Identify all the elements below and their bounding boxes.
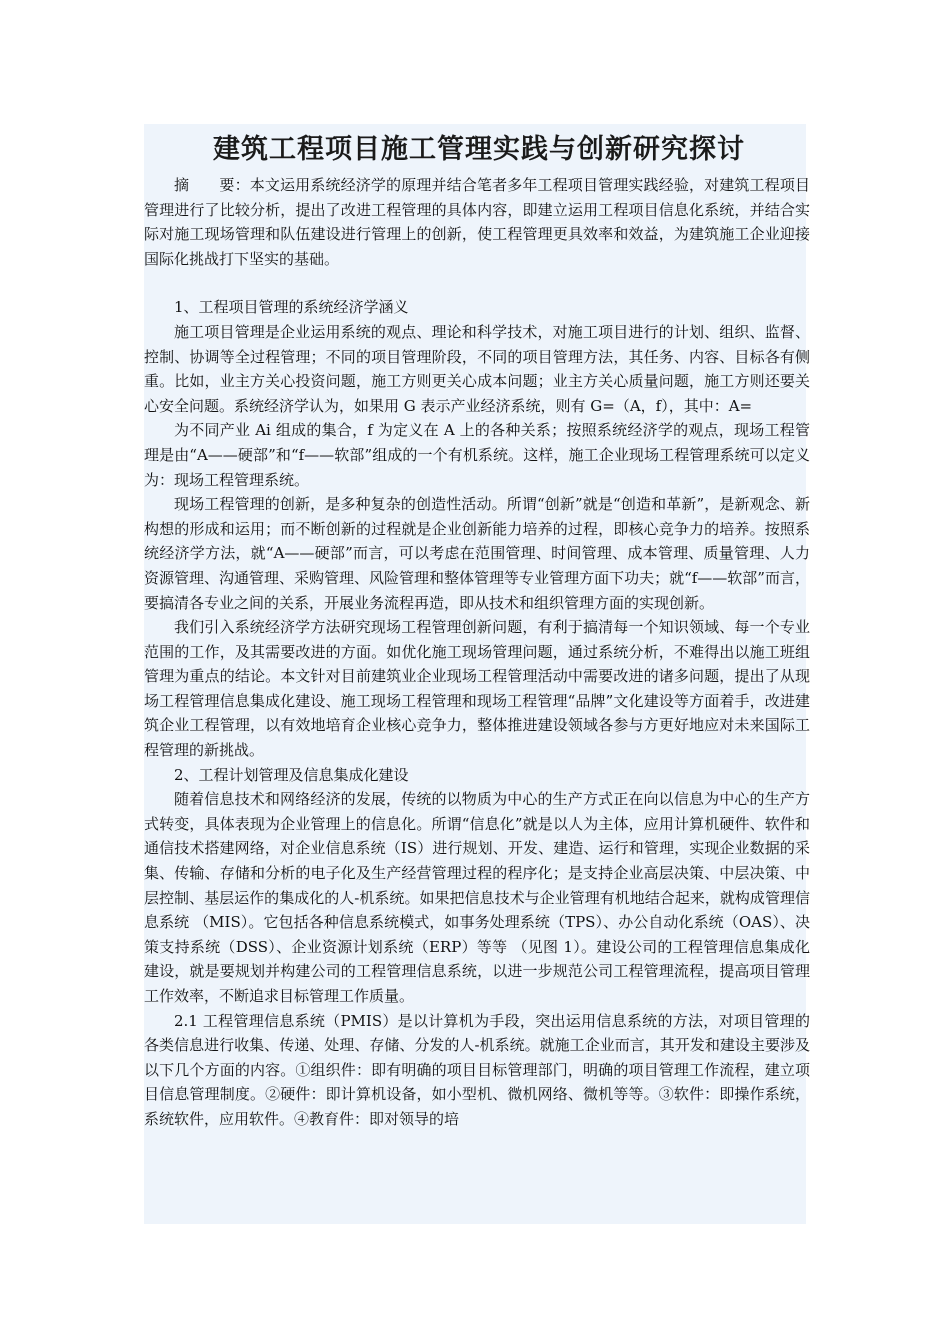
abstract-label: 摘 要：	[174, 176, 250, 194]
spacer	[144, 271, 810, 295]
section-heading-2: 2、工程计划管理及信息集成化建设	[174, 765, 409, 784]
document-body	[144, 128, 810, 1132]
paragraph: 现场工程管理的创新，是多种复杂的创造性活动。所谓“创新”就是“创造和革新”，是新观念、新构想的形成和运用；而不断创新的过程就是企业创新能力培养的过程，即核心竞争力的培养。按照系统经济学方法，就“A——硬部”而言，可以考虑在范围管理、时间管理、成本管理、质量管理、人力资源管理、沟通管理、采购管理、风险管理和整体管理等专业管理方面下功夫；就“f——软部”而言，要搞清各专业之间的关系，开展业务流程再造，即从技术和组织管理方面的实现创新。	[144, 495, 810, 612]
paragraph: 施工项目管理是企业运用系统的观点、理论和科学技术，对施工项目进行的计划、组织、监督、控制、协调等全过程管理；不同的项目管理阶段，不同的项目管理方法，其任务、内容、目标各有侧重。比如，业主方关心投资问题，施工方则更关心成本问题；业主方关心质量问题，施工方则还要关心安全问题。系统经济学认为，如果用 G 表示产业经济系统，则有 G=（A，f），其中：A=	[144, 322, 810, 415]
paragraph: 随着信息技术和网络经济的发展，传统的以物质为中心的生产方式正在向以信息为中心的生产方式转变，具体表现为企业管理上的信息化。所谓“信息化”就是以人为主体，应用计算机硬件、软件和通信技术搭建网络，对企业信息系统（IS）进行规划、开发、建造、运行和管理，实现企业数据的采集、传输、存储和分析的电子化及生产经营管理过程的程序化；是支持企业高层决策、中层决策、中层控制、基层运作的集成化的人-机系统。如果把信息技术与企业管理有机地结合起来，就构成管理信息系统 （MIS）。它包括各种信息系统模式，如事务处理系统（TPS）、办公自动化系统（OAS）、决策支持系统（DSS）、企业资源计划系统（ERP）等等 （见图 1）。建设公司的工程管理信息集成化建设，就是要规划并构建公司的工程管理信息系统，以进一步规范公司工程管理流程，提高项目管理工作效率，不断追求目标管理工作质量。	[144, 790, 810, 1005]
paragraph: 为不同产业 Ai 组成的集合，f 为定义在 A 上的各种关系；按照系统经济学的观点，现场工程管理是由“A——硬部”和“f——软部”组成的一个有机系统。这样，施工企业现场工程管理系统可以定义为：现场工程管理系统。	[144, 421, 810, 489]
paragraph: 2.1 工程管理信息系统（PMIS）是以计算机为手段，突出运用信息系统的方法，对项目管理的各类信息进行收集、传递、处理、存储、分发的人-机系统。就施工企业而言，其开发和建设主要涉及以下几个方面的内容。①组织件：即有明确的项目目标管理部门，明确的项目管理工作流程，建立项目信息管理制度。②硬件：即计算机设备，如小型机、微机网络、微机等等。③软件：即操作系统，系统软件，应用软件。④教育件：即对领导的培	[144, 1011, 810, 1128]
page-title: 建筑工程项目施工管理实践与创新研究探讨	[213, 134, 745, 165]
abstract	[144, 173, 810, 271]
section-heading-1: 1、工程项目管理的系统经济学涵义	[174, 298, 409, 317]
abstract-text: 本文运用系统经济学的原理并结合笔者多年工程项目管理实践经验，对建筑工程项目管理进行了比较分析，提出了改进工程管理的具体内容，即建立运用工程项目信息化系统，并结合实际对施工现场管理和队伍建设进行管理上的创新，使工程管理更具效率和效益，为建筑施工企业迎接国际化挑战打下坚实的基础。	[144, 176, 810, 268]
paragraph: 我们引入系统经济学方法研究现场工程管理创新问题，有利于搞清每一个知识领域、每一个专业范围的工作，及其需要改进的方面。如优化施工现场管理问题，通过系统分析，不难得出以施工班组管理为重点的结论。本文针对目前建筑业企业现场工程管理活动中需要改进的诸多问题，提出了从现场工程管理信息集成化建设、施工现场工程管理和现场工程管理“品牌”文化建设等方面着手，改进建筑企业工程管理，以有效地培育企业核心竞争力，整体推进建设领域各参与方更好地应对未来国际工程管理的新挑战。	[144, 618, 810, 760]
